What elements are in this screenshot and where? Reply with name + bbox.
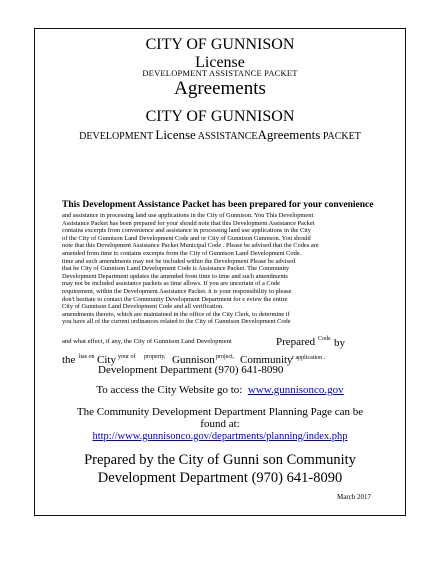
amend-line: and what effect, if any, the City of Gunnison Land Development [62,338,232,345]
the-word: the [62,354,76,366]
para-line: and assistance in processing land use applications in the City of Gunnison. You This Development [62,212,314,219]
para-line: of the City of Gunnison Land Development Code and or City of Gunnison Gunnison. You should [62,234,311,242]
project-word: project, [216,354,235,360]
by-word: by [334,337,345,349]
agreements-title: Agreements [174,78,266,99]
para-line: amendments thereto, which are maintained in the office of the City Clerk, to determine if [62,310,290,318]
gunnison-word: Gunnison [172,354,215,366]
subtitle-assistance: ASSISTANCE [197,131,258,142]
para-line: City of Gunnison Land Development Code and all verification. [62,303,224,311]
community-word: Community [240,354,293,366]
website-link[interactable]: www.gunnisonco.gov [247,384,344,396]
para-line: Development Department updates the amended from time to time and such amendments [62,272,288,280]
mixed-subtitle [34,128,406,144]
intro-heading: This Development Assistance Packet has been prepared for your convenience [62,200,374,210]
document-date: March 2017 [337,493,372,501]
para-line: contains excerpts from convenience and assistance in processing land use applications in the City [62,227,311,235]
subtitle-packet: PACKET [322,131,361,142]
para-line: amended from time to contains excerpts from the City of Gunnison Land Development Code. [62,249,302,257]
para-line: note that this Development Assistance Packet Municipal Code . Please be advised that the Codes are [62,242,319,250]
subtitle-agreements: Agreements [257,127,321,142]
city-word: City [97,354,116,366]
property-word: property, [144,354,166,360]
para-line: may not be included assistance packets as time allows. If you are uncertain of a Code [62,280,280,288]
planning-line-1: The Community Development Department Planning Page can be [76,406,364,418]
city-title-2: CITY OF GUNNISON [145,108,295,125]
your-of-word: your of [118,354,136,360]
website-label: To access the City Website go to: [96,384,243,396]
para-line: time and such amendments may not be included within the Development Please be advised [62,257,296,265]
planning-url-link[interactable]: http://www.gunnisonco.gov/departments/planning/index.php [92,431,348,442]
code-word: Code [318,336,331,342]
prepared-word: Prepared [276,336,316,348]
website-line [34,384,406,397]
dept-phone-line: Development Department (970) 641-8090 [98,364,284,376]
subtitle-license: License [155,127,196,142]
mixed-text-block [62,336,392,376]
para-line: don't hesitate to contact the Community Development Department for e eview the entire [62,295,288,303]
license-title: License [195,54,245,71]
city-title: CITY OF GUNNISON [145,36,295,53]
planning-line-2: found at: [200,418,240,430]
planning-url-line [34,431,406,443]
application-word: r application . [292,355,326,361]
subtitle-development: DEVELOPMENT [79,131,153,142]
intro-paragraph [62,212,380,326]
para-line: requirement, within the Development Assistance Packet. it is your responsibility to please [62,287,292,295]
para-line: Assistance Packet has been prepared for your should note that this Development Assistance Packet [62,219,315,227]
prepared-by-line-2: Development Department (970) 641-8090 [97,470,343,486]
packet-subtitle: DEVELOPMENT ASSISTANCE PACKET [142,68,298,78]
para-line: you have all of the current ordinances related to the City of Gunnison Development Code [62,318,291,326]
has-on-word: has on [79,354,95,360]
prepared-by-line-1: Prepared by the City of Gunni son Community [84,452,356,468]
para-line: that he City of Gunnison Land Development Code is Assistance Packet. The Community [62,265,290,273]
